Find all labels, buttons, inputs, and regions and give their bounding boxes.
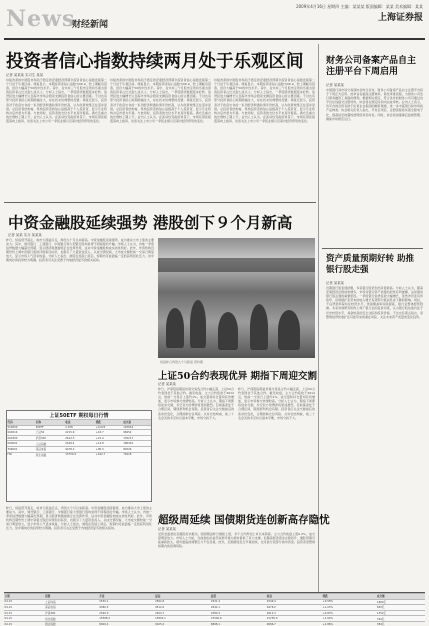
table-cell: +18.7 bbox=[95, 430, 123, 436]
table-cell: HSI bbox=[7, 452, 35, 457]
headline-hk-stocks: 中资金融股延续强势 港股创下９个月新高 bbox=[8, 213, 293, 232]
table-cell: 2580.3 bbox=[210, 610, 266, 616]
table-cell: +0.023 bbox=[95, 425, 123, 430]
table-cell: 135217 bbox=[123, 435, 151, 441]
table-cell: +0.83% bbox=[322, 610, 376, 616]
photo-caption: 恒指昨日再创九个月新高 资料图 bbox=[160, 360, 203, 364]
sidebar2-title: 资产质量预期好转 助推银行股走强 bbox=[326, 254, 414, 275]
table-cell: 1864亿 bbox=[376, 599, 425, 605]
column-header: 收盘 bbox=[65, 420, 95, 426]
column-header: 最低 bbox=[210, 594, 266, 600]
headline-futures: 上证50合约表现优异 期指下周迎交割 bbox=[158, 371, 318, 382]
table-cell: 9478.2 bbox=[65, 446, 95, 452]
index-box-title: 上证50ETF 期权每日行情 bbox=[49, 413, 109, 419]
column-header: 代码 bbox=[7, 420, 35, 426]
column-header: 成交量 bbox=[123, 420, 151, 426]
table-cell: 1352亿 bbox=[376, 610, 425, 616]
table-cell: 15588.2 bbox=[99, 616, 155, 622]
table-cell: 84526 bbox=[123, 446, 151, 452]
table-cell: 04-15 bbox=[4, 621, 45, 626]
column-header: 日期 bbox=[4, 594, 45, 600]
table-cell: +1.86% bbox=[322, 621, 376, 626]
table-cell: 深证成指 bbox=[45, 605, 99, 611]
table-cell: +21.4 bbox=[95, 435, 123, 441]
table-cell: 000001 bbox=[7, 441, 35, 447]
article1-body-col1: 持续改善的中国股市和趋于稳定的宏观经济预期令投资者信心指数连续第二个月处于乐观区间。调查显示，本期投资者信心指数为66.9，较上期略有回落，但仍大幅高于50的中性水平。其中，对未来三个月股市走势持乐观态度的投资者占比达到七成以上。分析人士指出，一季度经济数据逐步好转、信贷投放大幅增长以及海外市场企稳是支撑投资者信心的主要因素。不过也有部分投资者担心短期涨幅过大，存在技术性调整的需要。调查还显示，投资者对于政府出台的一系列经济刺激政策评价较高，认为政策效果正在逐步显现。从投资者结构看，机构投资者的信心指数高于个人投资者，显示专业机构对后市更为乐观。与此同时，投资者的仓位水平也有所提高，满仓及重仓的比例较上期上升。业内人士认为，在流动性充裕的背景下，市场有望延续震荡向上格局，但需关注上市公司一季报业绩以及海外经济形势的变化。 bbox=[6, 78, 107, 123]
table-cell: 国企指数 bbox=[45, 621, 99, 626]
table-cell: 上证50 bbox=[35, 430, 64, 436]
table-cell: 50ETF bbox=[35, 425, 64, 430]
column-header: 指数 bbox=[45, 594, 99, 600]
article2-body-col2: 昨日，恒指低开高走，收市大涨逾百点，再创九个月以来新高。中资金融股延续强势，成为推动大市上涨的主要动力。其中，建设银行、工商银行、中国银行等大型银行股均录得不同程度的升幅。市场人士认为，内地一季度信贷数据大幅超出预期，显示经济刺激措施正在发挥作用，这对中资金融股构成实质性利好。此外，外资机构近期纷纷上调中资银行股的评级和目标价，也吸引了大量资金流入。从成交情况看，大市成交额较前一交易日明显放大，显示市场人气逐步恢复。分析人士指出，港股在连续上涨后，短期内可能面临一定的获利回吐压力，但中期向好的趋势较为明确。投资者可关注受惠于内地经济复苏的相关板块。 bbox=[6, 506, 152, 531]
footer-quote-table bbox=[4, 593, 425, 626]
table-cell: 510050 bbox=[7, 425, 35, 430]
table-cell: 125634 bbox=[123, 425, 151, 430]
column-header: 名称 bbox=[35, 420, 64, 426]
table-cell: 384亿 bbox=[376, 621, 425, 626]
table-cell: 9512.6 bbox=[155, 605, 211, 611]
column-header: 成交额 bbox=[376, 594, 425, 600]
table-cell: 2521.4 bbox=[210, 599, 266, 605]
table-cell: 上证综指 bbox=[45, 599, 99, 605]
column-header: 开盘 bbox=[99, 594, 155, 600]
table-cell: 恒生指数 bbox=[35, 452, 64, 457]
masthead bbox=[0, 0, 429, 40]
table-cell: 04-15 bbox=[4, 599, 45, 605]
column-header: 收盘 bbox=[266, 594, 322, 600]
section-rule bbox=[4, 202, 316, 203]
table-cell: +1.04% bbox=[322, 616, 376, 622]
table-cell: +162.7 bbox=[95, 452, 123, 457]
table-cell: 186402 bbox=[123, 441, 151, 447]
article1-body-col2: 持续改善的中国股市和趋于稳定的宏观经济预期令投资者信心指数连续第二个月处于乐观区间。调查显示，本期投资者信心指数为66.9，较上期略有回落，但仍大幅高于50的中性水平。其中，对未来三个月股市走势持乐观态度的投资者占比达到七成以上。分析人士指出，一季度经济数据逐步好转、信贷投放大幅增长以及海外市场企稳是支撑投资者信心的主要因素。不过也有部分投资者担心短期涨幅过大，存在技术性调整的需要。调查还显示，投资者对于政府出台的一系列经济刺激政策评价较高，认为政策效果正在逐步显现。从投资者结构看，机构投资者的信心指数高于个人投资者，显示专业机构对后市更为乐观。与此同时，投资者的仓位水平也有所提高，满仓及重仓的比例较上期上升。业内人士认为，在流动性充裕的背景下，市场有望延续震荡向上格局，但需关注上市公司一季报业绩以及海外经济形势的变化。 bbox=[110, 78, 211, 123]
table-cell: 2612.3 bbox=[266, 610, 322, 616]
sidebar2-rule bbox=[322, 248, 423, 249]
article4-body: 受资金面宽松及避险需求推动，国债期货昨日继续上涨，多个合约再创上市以来新高。主力合约收盘上涨0.2%，成交量明显放大。市场人士分析，当前宽松的货币政策环境为债市提供了有力支撑，但随着经济逐步企稳回升，通胀预期可能重新抬头，债市面临的调整压力不容忽视。此外，近期新股发行节奏加快，也可能分流部分债市资金。投资者需警惕短期内的回调风险。 bbox=[158, 532, 315, 549]
table-cell: 2562.8 bbox=[155, 599, 211, 605]
table-cell: 04-15 bbox=[4, 616, 45, 622]
table-cell: 深证成指 bbox=[35, 446, 64, 452]
byline-article4: 记者 某某某 bbox=[158, 527, 177, 531]
article3-body-col1: 昨日，沪深股指期货仿真交易各合约小幅走高，上证50合约表现优于其他合约。截至收盘，主力合约报收于2612点，较前一交易日上涨约1%。成交量和持仓量均有所增加，显示市场参与热情较高。分析人士认为，期指下周即将迎来交割，多空双方的博弈将更加激烈。目前基差处于合理区间，期现套利机会有限。投资者应关注交割前后的流动性变化，合理控制仓位风险。从持仓结构看，前二十名会员的多空持仓基本平衡，市场分歧不大。 bbox=[158, 387, 234, 420]
table-cell: 15802.1 bbox=[155, 616, 211, 622]
article1-body-col3: 持续改善的中国股市和趋于稳定的宏观经济预期令投资者信心指数连续第二个月处于乐观区间。调查显示，本期投资者信心指数为66.9，较上期略有回落，但仍大幅高于50的中性水平。其中，对未来三个月股市走势持乐观态度的投资者占比达到七成以上。分析人士指出，一季度经济数据逐步好转、信贷投放大幅增长以及海外市场企稳是支撑投资者信心的主要因素。不过也有部分投资者担心短期涨幅过大，存在技术性调整的需要。调查还显示，投资者对于政府出台的一系列经济刺激政策评价较高，认为政策效果正在逐步显现。从投资者结构看，机构投资者的信心指数高于个人投资者，显示专业机构对后市更为乐观。与此同时，投资者的仓位水平也有所提高，满仓及重仓的比例较上期上升。业内人士认为，在流动性充裕的背景下，市场有望延续震荡向上格局，但需关注上市公司一季报业绩以及海外经济形势的变化。 bbox=[214, 78, 315, 123]
table-cell: 15750.9 bbox=[65, 452, 95, 457]
article3-body-col2: 昨日，沪深股指期货仿真交易各合约小幅走高，上证50合约表现优于其他合约。截至收盘，主力合约报收于2612点，较前一交易日上涨约1%。成交量和持仓量均有所增加，显示市场参与热情较高。分析人士认为，期指下周即将迎来交割，多空双方的博弈将更加激烈。目前基差处于合理区间，期现套利机会有限。投资者应关注交割前后的流动性变化，合理控制仓位风险。从持仓结构看，前二十名会员的多空持仓基本平衡，市场分歧不大。 bbox=[238, 387, 315, 420]
publication-name: 上海证券报 bbox=[377, 13, 423, 23]
page-meta: 2009年4月16日 星期四 主编：某某某 版面编辑：某某 美术编辑：某某 bbox=[296, 4, 423, 9]
table-cell: 762亿 bbox=[376, 616, 425, 622]
table-cell: 2.358 bbox=[65, 425, 95, 430]
table-cell: 2549.4 bbox=[65, 441, 95, 447]
header-rule bbox=[4, 38, 425, 40]
table-cell: +14.8 bbox=[95, 441, 123, 447]
footer-row bbox=[4, 621, 425, 626]
table-cell: 000300 bbox=[7, 435, 35, 441]
trading-floor-photo bbox=[158, 238, 315, 358]
byline-article3: 记者 某某某 bbox=[158, 382, 177, 386]
table-cell: +0.58% bbox=[322, 599, 376, 605]
table-cell: +1.03% bbox=[322, 605, 376, 611]
table-cell: 2612.3 bbox=[65, 435, 95, 441]
news-logo: News bbox=[6, 6, 76, 32]
index-quote-table bbox=[7, 419, 151, 457]
sidebar1-body: 中国银行间市场交易商协会昨日宣布，财务公司备案产品自主注册平台将于下周正式启用。此举旨在提高注册效率，简化审批流程，为财务公司发行债务融资工具提供便利。根据相关规定，符合条件的财务公司可通过该平台在线提交注册材料，协会将在规定时间内完成审核。业内人士表示，该平台的启用有助于拓宽企业集团的融资渠道，进一步丰富银行间市场的产品种类。协会相关负责人指出，平台启用后，注册流程将实现全程电子化，提高信息披露的透明度和及时性。同时，协会将加强事后监督管理，确保市场规范运行。 bbox=[326, 88, 423, 121]
table-cell: 2530.1 bbox=[99, 599, 155, 605]
table-cell: 9105.2 bbox=[155, 621, 211, 626]
table-cell: 399001 bbox=[7, 446, 35, 452]
table-cell: 04-15 bbox=[4, 605, 45, 611]
byline-article1: 记者 某某某 实习生 某某 bbox=[6, 73, 44, 77]
column-header: 涨跌 bbox=[95, 420, 123, 426]
table-cell: 76218 bbox=[123, 452, 151, 457]
table-cell: 8898.1 bbox=[210, 621, 266, 626]
table-cell: 98452 bbox=[123, 430, 151, 436]
table-cell: 上证指数 bbox=[35, 441, 64, 447]
column-divider bbox=[318, 44, 319, 592]
table-cell: 沪深300 bbox=[35, 435, 64, 441]
table-cell: 15750.9 bbox=[266, 616, 322, 622]
byline-article2: 记者 某某 实习 某某某 bbox=[8, 233, 42, 237]
index-row bbox=[7, 452, 151, 457]
market-data-footer bbox=[4, 592, 425, 626]
table-cell: 9342.1 bbox=[210, 605, 266, 611]
sidebar1-byline: 记者 某某某 bbox=[326, 83, 345, 87]
sidebar2-body: 近期银行股表现抢眼，多家银行股价创出阶段新高。分析人士认为，随着宏观经济企稳迹象增多，市场对银行资产质量的担忧有所缓解，这是推动银行股走强的重要原因。一季度银行信贷投放大幅增长，虽然净息差有所收窄，但规模扩张带来的收入增长有望部分抵消息差下降的影响。同时，不良贷款率保持在较低水平，拨备覆盖率持续提高，银行业整体经营稳健。多家券商研究机构上调了银行业的投资评级，认为银行股估值仍处于历史较低水平，具备较高的安全边际和投资价值。不过也有观点指出，需警惕信贷快速扩张可能带来的潜在风险，关注未来资产质量的变化趋势。 bbox=[326, 286, 423, 319]
table-cell: 15540.6 bbox=[210, 616, 266, 622]
column-header: 涨跌 bbox=[322, 594, 376, 600]
sidebar2-byline: 记者 某某某 bbox=[326, 281, 345, 285]
table-cell: 沪深300 bbox=[45, 610, 99, 616]
headline-bond-futures: 超级周延续 国债期货连创新高存隐忧 bbox=[158, 514, 330, 526]
table-cell: 9478.2 bbox=[266, 605, 322, 611]
table-cell: 恒生指数 bbox=[45, 616, 99, 622]
column-header: 最高 bbox=[155, 594, 211, 600]
table-cell: 9086.7 bbox=[266, 621, 322, 626]
table-cell: 2624.7 bbox=[155, 610, 211, 616]
index-quote-box bbox=[6, 410, 152, 502]
table-cell: 2549.4 bbox=[266, 599, 322, 605]
table-cell: 9380.5 bbox=[99, 605, 155, 611]
sidebar1-title: 财务公司备案产品自主注册平台下周启用 bbox=[326, 56, 417, 77]
table-cell: 8920.4 bbox=[99, 621, 155, 626]
table-cell: 2215.6 bbox=[65, 430, 95, 436]
article2-body-col1: 昨日，恒指低开高走，收市大涨逾百点，再创九个月以来新高。中资金融股延续强势，成为推动大市上涨的主要动力。其中，建设银行、工商银行、中国银行等大型银行股均录得不同程度的升幅。市场人士认为，内地一季度信贷数据大幅超出预期，显示经济刺激措施正在发挥作用，这对中资金融股构成实质性利好。此外，外资机构近期纷纷上调中资银行股的评级和目标价，也吸引了大量资金流入。从成交情况看，大市成交额较前一交易日明显放大，显示市场人气逐步恢复。分析人士指出，港股在连续上涨后，短期内可能面临一定的获利回吐压力，但中期向好的趋势较为明确。投资者可关注受惠于内地经济复苏的相关板块。 bbox=[6, 238, 154, 263]
table-cell: 000016 bbox=[7, 430, 35, 436]
table-cell: 04-15 bbox=[4, 610, 45, 616]
headline-investor-confidence: 投资者信心指数持续两月处于乐观区间 bbox=[6, 52, 304, 72]
table-cell: +96.3 bbox=[95, 446, 123, 452]
table-cell: 845亿 bbox=[376, 605, 425, 611]
table-cell: 2590.9 bbox=[99, 610, 155, 616]
section-title: 财经新闻 bbox=[72, 20, 109, 30]
